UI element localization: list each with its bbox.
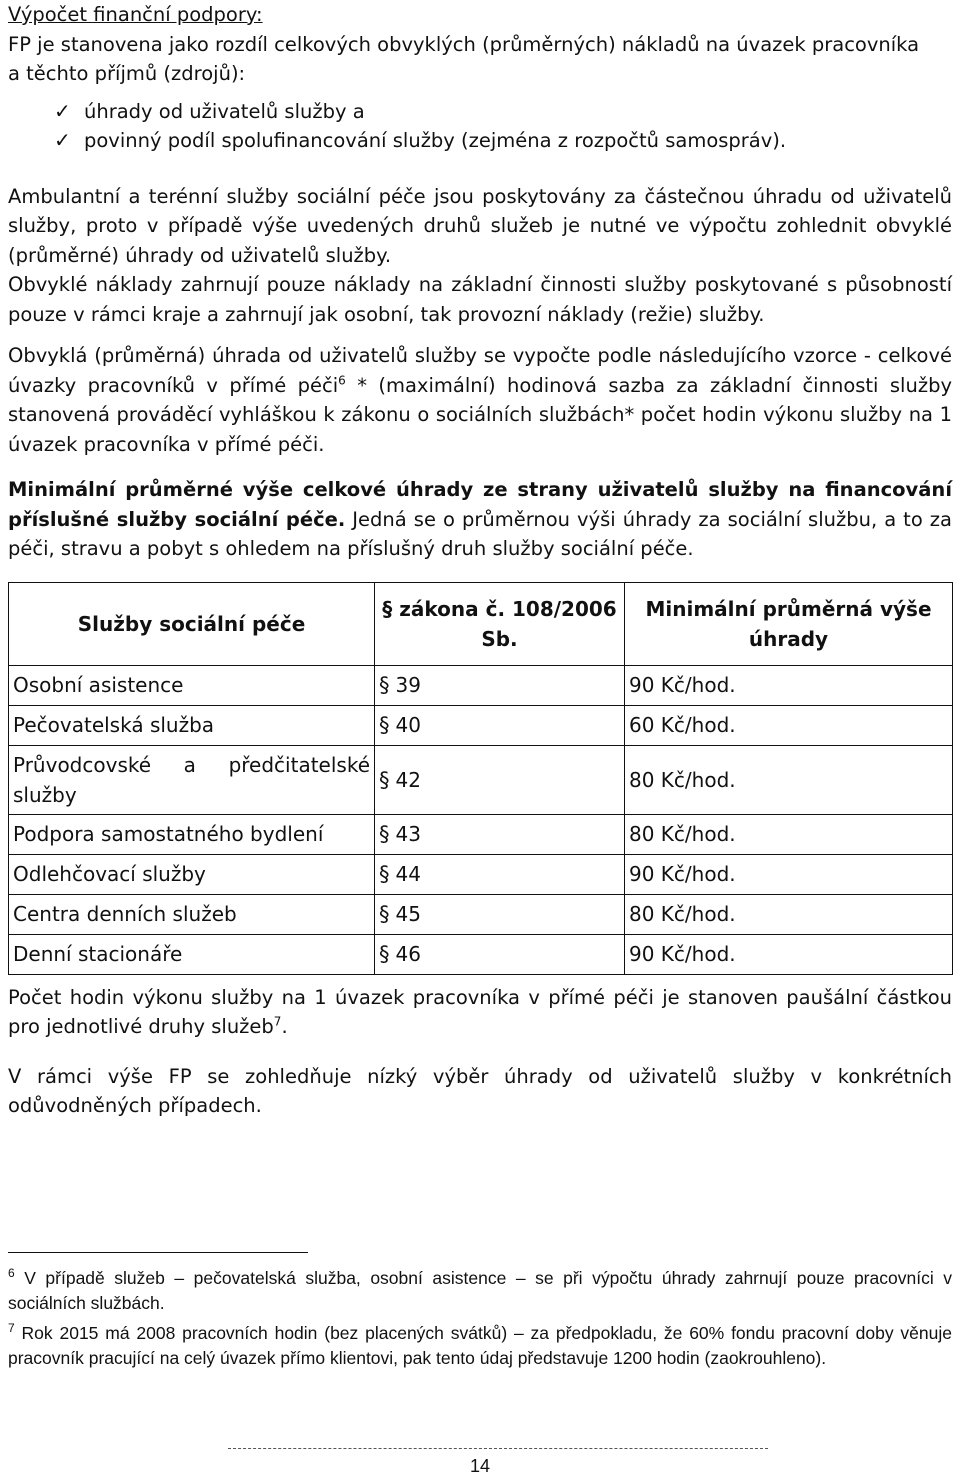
cell-service: Podpora samostatného bydlení — [9, 814, 375, 854]
table-header-row — [9, 582, 953, 665]
section-symbol: § — [379, 767, 390, 792]
table-row — [9, 894, 953, 934]
table-row — [9, 745, 953, 814]
paragraph-ambulant-services: Ambulantní a terénní služby sociální péče jsou poskytovány za částečnou úhradu od uživatelů služby, proto v případě výše uvedených druhů služeb je nutné ve výpočtu zohlednit obvyklé (průměrné) úhrady od uživatelů služby. — [8, 184, 952, 267]
table-row — [9, 705, 953, 745]
cell-section — [375, 934, 625, 974]
header-service: Služby sociální péče — [9, 582, 375, 665]
checkmark-icon: ✓ — [54, 128, 71, 152]
table-row — [9, 934, 953, 974]
cell-service: Pečovatelská služba — [9, 705, 375, 745]
cell-section — [375, 814, 625, 854]
cell-fee: 90 Kč/hod. — [625, 934, 953, 974]
minimum-fees-text: Jedná se o průměrnou výši úhrady za sociální službu, a to za péči, stravu a pobyt s ohledem na příslušný druh služby sociální péče. — [8, 507, 952, 560]
cell-section — [375, 745, 625, 814]
section-symbol: § — [379, 713, 390, 737]
checkmark-icon: ✓ — [54, 98, 71, 123]
section-number: 46 — [395, 942, 421, 966]
fees-table — [8, 582, 953, 975]
table-row — [9, 854, 953, 894]
footnote-6: $^6$ V případě služeb – pečovatelská služba, osobní asistence – se při výpočtu úhrady zahrnují pouze pracovníci v sociálních službách. — [8, 1266, 952, 1313]
table-row — [9, 665, 953, 705]
cell-service: Osobní asistence — [9, 665, 375, 705]
list-item — [8, 97, 952, 127]
cell-section — [375, 854, 625, 894]
formula-text-end: * (maximální) hodinová sazba za základní činnosti služby stanovená prováděcí vyhláškou k zákonu o sociálních službách* počet hodin výkonu služby na 1 úvazek pracovníka v přímé péči. — [8, 373, 952, 456]
section-number: 44 — [395, 862, 421, 886]
section-symbol: § — [379, 862, 390, 886]
paragraph-formula — [8, 341, 952, 459]
header-section: § zákona č. 108/2006 Sb. — [375, 582, 625, 665]
document-page — [8, 0, 952, 1121]
footnote-7: $^7$ Rok 2015 má 2008 pracovních hodin (bez placených svátků) – za předpokladu, že 60% fondu pracovní doby věnuje pracovník pracující na celý úvazek přímo klientovi, pak tento údaj představuje 1200 hodin (zaokrouhleno). — [8, 1321, 952, 1368]
footnote-ref-7[interactable]: 7 — [273, 1014, 282, 1029]
cell-fee: 80 Kč/hod. — [625, 894, 953, 934]
cell-fee: 60 Kč/hod. — [625, 705, 953, 745]
footer-separator — [228, 1448, 768, 1449]
cell-service: Průvodcovské a předčitatelské služby — [9, 745, 375, 814]
paragraph-hours: Počet hodin výkonu služby na 1 úvazek pracovníka v přímé péči je stanoven paušální částkou pro jednotlivé druhy služeb$^7$. — [8, 985, 952, 1038]
table-row — [9, 814, 953, 854]
income-checklist — [8, 97, 952, 156]
paragraph-minimum-fees — [8, 475, 952, 564]
intro-line-2: a těchto příjmů (zdrojů): — [8, 62, 246, 85]
page-number: 14 — [469, 1456, 491, 1476]
footnotes — [8, 1266, 952, 1376]
footnote-separator — [8, 1252, 308, 1253]
formula-text-start: Obvyklá (průměrná) úhrada od uživatelů služby se vypočte podle následujícího vzorce - celkové úvazky pracovníků v přímé péči — [8, 344, 952, 397]
section-symbol: § — [379, 942, 390, 966]
cell-fee: 90 Kč/hod. — [625, 665, 953, 705]
footnote-ref-6[interactable]: 6 — [338, 373, 346, 387]
cell-service: Denní stacionáře — [9, 934, 375, 974]
list-item-text: úhrady od uživatelů služby a — [84, 99, 365, 123]
section-number: 40 — [395, 713, 421, 737]
header-fee: Minimální průměrná výše úhrady — [625, 582, 953, 665]
paragraph-low-collection: V rámci výše FP se zohledňuje nízký výběr úhrady od uživatelů služby v konkrétních odůvodněných případech. — [8, 1064, 952, 1117]
cell-section — [375, 665, 625, 705]
minimum-fees-bold: Minimální průměrné výše celkové úhrady ze strany uživatelů služby na financování příslušné služby sociální péče. — [8, 478, 952, 531]
section-number: 43 — [395, 822, 421, 846]
cell-section — [375, 705, 625, 745]
section-heading: Výpočet finanční podpory: — [8, 3, 263, 26]
list-item — [8, 126, 952, 156]
cell-service: Odlehčovací služby — [9, 854, 375, 894]
cell-fee: 90 Kč/hod. — [625, 854, 953, 894]
section-symbol: § — [379, 902, 390, 926]
cell-fee: 80 Kč/hod. — [625, 814, 953, 854]
section-symbol: § — [379, 673, 390, 697]
cell-fee: 80 Kč/hod. — [625, 745, 953, 814]
cell-service: Centra denních služeb — [9, 894, 375, 934]
intro-line-1: FP je stanovena jako rozdíl celkových obvyklých (průměrných) nákladů na úvazek pracovníka — [8, 32, 920, 56]
list-item-text: povinný podíl spolufinancování služby (zejména z rozpočtů samospráv). — [84, 129, 787, 152]
section-number: 45 — [395, 902, 421, 926]
cell-section — [375, 894, 625, 934]
section-number: 42 — [395, 767, 421, 792]
paragraph-usual-costs: Obvyklé náklady zahrnují pouze náklady na základní činnosti služby poskytované s působností pouze v rámci kraje a zahrnují jak osobní, tak provozní náklady (režie) služby. — [8, 273, 952, 326]
section-number: 39 — [395, 673, 421, 697]
section-symbol: § — [379, 822, 390, 846]
hours-text: Počet hodin výkonu služby na 1 úvazek pracovníka v přímé péči je stanoven paušální částkou pro jednotlivé druhy služeb — [8, 985, 952, 1038]
